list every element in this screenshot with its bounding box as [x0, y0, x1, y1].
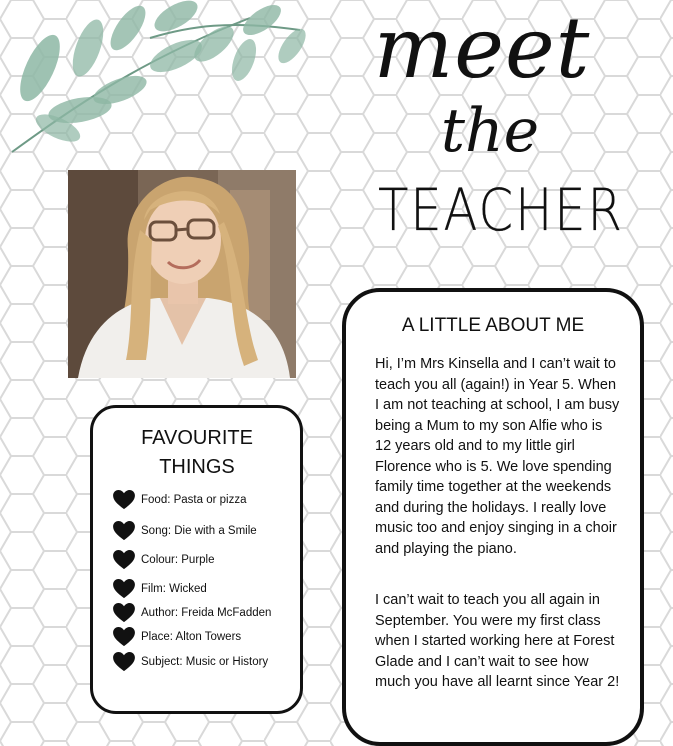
heart-icon: [113, 627, 135, 647]
heart-icon: [113, 579, 135, 599]
title-meet: meet: [373, 0, 591, 97]
teacher-photo: [68, 170, 296, 378]
list-item: [113, 550, 215, 570]
about-me-paragraph-2: I can’t wait to teach you all again in September. You were my first class when I started working here at Forest Glade and I can’t wait to see how much you have all learnt since Year 2!: [375, 592, 620, 690]
about-me-paragraph-1: Hi, I’m Mrs Kinsella and I can’t wait to teach you all (again!) in Year 5. When I am not teaching at school, I am busy being a Mum to my son Alfie who is 12 years old and to my little girl Florence who is 5. We love spending family time together at the weekends and during the holidays. I really love music too and enjoy singing in a choir and playing the piano.: [375, 356, 620, 557]
favourite-song: Song: Die with a Smile: [141, 525, 257, 537]
favourite-things-box: [90, 405, 303, 714]
about-me-box: [342, 288, 644, 746]
list-item: [113, 603, 271, 623]
heart-icon: [113, 652, 135, 672]
favourite-film: Film: Wicked: [141, 583, 207, 595]
favourite-author: Author: Freida McFadden: [141, 607, 272, 619]
favourite-place: Place: Alton Towers: [141, 631, 242, 643]
heart-icon: [113, 490, 135, 510]
list-item: [113, 627, 241, 647]
heart-icon: [113, 550, 135, 570]
heart-icon: [113, 603, 135, 623]
favourite-food: Food: Pasta or pizza: [141, 494, 247, 506]
favourite-colour: Colour: Purple: [141, 554, 215, 566]
list-item: [113, 652, 268, 672]
favourite-things-heading: FAVOURITE THINGS: [141, 427, 253, 478]
favourite-subject: Subject: Music or History: [141, 656, 269, 668]
title-the: the: [440, 96, 540, 166]
about-me-heading: A LITTLE ABOUT ME: [401, 315, 585, 336]
list-item: [113, 521, 257, 541]
heart-icon: [113, 521, 135, 541]
list-item: [113, 579, 207, 599]
title-teacher: TEACHER: [378, 176, 624, 244]
eucalyptus-leaves-decoration: [0, 0, 330, 160]
list-item: [113, 490, 246, 510]
